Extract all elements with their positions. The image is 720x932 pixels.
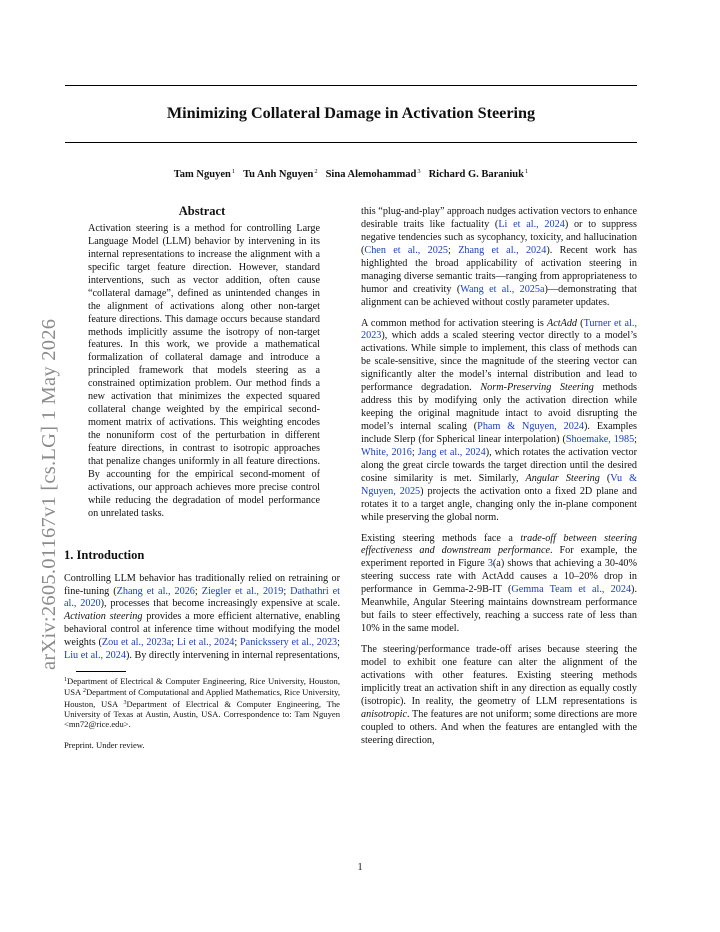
author-name: Tu Anh Nguyen$^2$ <box>243 168 318 180</box>
citation-link[interactable]: Gemma Team et al., 2024 <box>511 584 632 596</box>
citation-link[interactable]: Panickssery et al., 2023 <box>240 637 338 649</box>
citation-link[interactable]: Dathathri et al., 2020 <box>64 585 340 610</box>
page-number: 1 <box>357 862 363 873</box>
emphasis: ActAdd <box>547 317 578 329</box>
right-paragraph-1: this “plug-and-play” approach nudges activation vectors to enhance desirable traits like factuality (Li et al., 2024) or to suppress negative tendencies such as sycophancy, toxicity, and hallucination (Chen et al., 2025; Zhang et al., 2024). Recent work has highlighted the broad applicability of activation steering in managing diverse semantic traits—ranging from appropriateness to humor and creativity (Wang et al., 2025a)—demonstrating that alignment can be achieved without costly parameter updates. <box>361 206 638 308</box>
abstract-heading: Abstract <box>178 204 226 218</box>
affiliation-marker: 1 <box>231 168 236 175</box>
citation-link[interactable]: Ziegler et al., 2019 <box>201 585 284 597</box>
citation-link[interactable]: Li et al., 2024 <box>498 218 565 230</box>
abstract-text: Activation steering is a method for controlling Large Language Model (LLM) behavior by intervening in its internal representations to increase the alignment with a specific target feature direction. However, standard interventions, such as vector addition, often cause “collateral damage”, defined as unintended changes in the alignment of activations along other non-target feature directions. This damage occurs because standard methods implicitly assume the isotropy of non-target features. In this work, we provide a mathematical formalization of collateral damage and introduce a principled framework that models steering as a constrained optimization problem. Our method finds a new activation that minimizes the expected squared collateral change weighted by the empirical second-moment matrix of activations. This weighting encodes the nonuniform cost of the perturbation in different feature directions, in contrast to isotropic approaches that penalize changes uniformly in all feature directions. By accounting for the empirical second-moment of activations, our approach achieves more precise control while reducing the degradation of model performance on unrelated tasks. <box>88 223 320 519</box>
citation-link[interactable]: White, 2016 <box>361 446 412 458</box>
citation-link[interactable]: Zhang et al., 2024 <box>458 244 547 256</box>
author-name: Richard G. Baraniuk$^1$ <box>428 168 529 180</box>
citation-link[interactable]: 3 <box>487 558 493 570</box>
citation-link[interactable]: Li et al., 2024 <box>176 637 235 649</box>
citation-link[interactable]: Vu & Nguyen, 2025 <box>361 472 637 497</box>
arxiv-side-stamp: arXiv:2605.01167v1 [cs.LG] 1 May 2026 <box>38 318 60 670</box>
emphasis: anisotropic <box>361 708 408 720</box>
emphasis: Activation steering <box>64 611 143 623</box>
intro-paragraph-1: Controlling LLM behavior has traditionally relied on retraining or fine-tuning (Zhang et al., 2026; Ziegler et al., 2019; Dathathri et al., 2020), processes that become increasingly expensive at scale. Activation steering provides a more efficient alternative, enabling behavioral control at inference time without modifying the model weights (Zou et al., 2023a; Li et al., 2024; Panickssery et al., 2023; Liu et al., 2024). By directly intervening in internal representations, <box>64 572 341 662</box>
citation-link[interactable]: Wang et al., 2025a <box>460 283 545 295</box>
preprint-note: Preprint. Under review. <box>64 739 145 750</box>
affiliation-marker: 3 <box>417 168 421 175</box>
citation-link[interactable]: Liu et al., 2024 <box>64 650 126 662</box>
affiliation-marker: 1 <box>64 677 67 684</box>
right-paragraph-2: A common method for activation steering is ActAdd (Turner et al., 2023), which adds a scaled steering vector directly to a model’s activations. While simple to implement, this class of methods can be scale-sensitive, since the magnitude of the steering vector can significantly alter the model’s internal distribution and lead to performance degradation. Norm-Preserving Steering methods address this by modifying only the activation direction while keeping the original magnitude intact to avoid disrupting the model’s internal scaling (Pham & Nguyen, 2024). Examples include Slerp (for Spherical linear interpolation) (Shoemake, 1985; White, 2016; Jang et al., 2024), which rotates the activation vector along the great circle towards the target direction until the desired cosine similarity is met. Similarly, Angular Steering (Vu & Nguyen, 2025) projects the activation onto a fixed 2D plane and rotates it to a target angle, changing only the in-plane component while preserving the global norm. <box>361 317 638 523</box>
affiliation-footnote: $^1$Department of Electrical & Computer Engineering, Rice University, Houston, USA $^2$Department of Computational and Applied Mathematics, Rice University, Houston, USA $^3$Department of Electrical & Computer Engineering, The University of Texas at Austin, Austin, USA. Correspondence to: Tam Nguyen <mn72@rice.edu>. <box>64 676 340 730</box>
emphasis: Angular Steering <box>525 472 600 484</box>
affiliation-marker: 2 <box>314 168 318 175</box>
author-name: Tam Nguyen$^1$ <box>173 168 236 180</box>
citation-link[interactable]: Turner et al., 2023 <box>361 317 637 342</box>
citation-link[interactable]: Chen et al., 2025 <box>364 244 449 256</box>
section-heading-introduction: 1. Introduction <box>64 547 145 562</box>
paper-title: Minimizing Collateral Damage in Activation Steering <box>166 104 536 122</box>
footnote-rule <box>76 671 126 672</box>
citation-link[interactable]: Jang et al., 2024 <box>417 446 486 458</box>
affiliation-marker: 3 <box>123 699 127 706</box>
left-column <box>64 203 340 750</box>
title-rule-top <box>65 85 637 86</box>
right-paragraph-3: Existing steering methods face a trade-off between steering effectiveness and downstream performance. For example, the experiment reported in Figure 3(a) shows that achieving a 30-40% steering success rate with ActAdd causes a 10–20% drop in performance in Gemma-2-9B-IT (Gemma Team et al., 2024). Meanwhile, Angular Steering maintains downstream performance but fails to steer effectively, reaching a success rate of less than 10% in the same model. <box>361 532 638 635</box>
citation-link[interactable]: Zou et al., 2023a <box>101 637 172 649</box>
citation-link[interactable]: Shoemake, 1985 <box>565 433 635 445</box>
citation-link[interactable]: Pham & Nguyen, 2024 <box>477 421 585 432</box>
right-column <box>361 206 637 756</box>
citation-link[interactable]: Zhang et al., 2026 <box>116 585 195 597</box>
affiliation-marker: 2 <box>82 688 86 695</box>
title-rule-bottom <box>65 142 637 143</box>
affiliation-marker: 1 <box>524 168 529 175</box>
author-name: Sina Alemohammad$^3$ <box>325 168 421 180</box>
right-paragraph-4: The steering/performance trade-off arises because steering the model to exhibit one feature can alter the alignment of the activations with other features. Existing steering methods implicitly treat an activation shift in any direction as equally costly (isotropic). In reality, the geometry of LLM representations is anisotropic. The features are not uniform; some directions are more coupled to others. And when the features are entangled with the steering direction, <box>361 644 637 746</box>
emphasis: Norm-Preserving Steering <box>480 382 594 394</box>
emphasis: trade-off between steering effectiveness and downstream performance <box>361 532 637 557</box>
author-list <box>65 165 637 182</box>
